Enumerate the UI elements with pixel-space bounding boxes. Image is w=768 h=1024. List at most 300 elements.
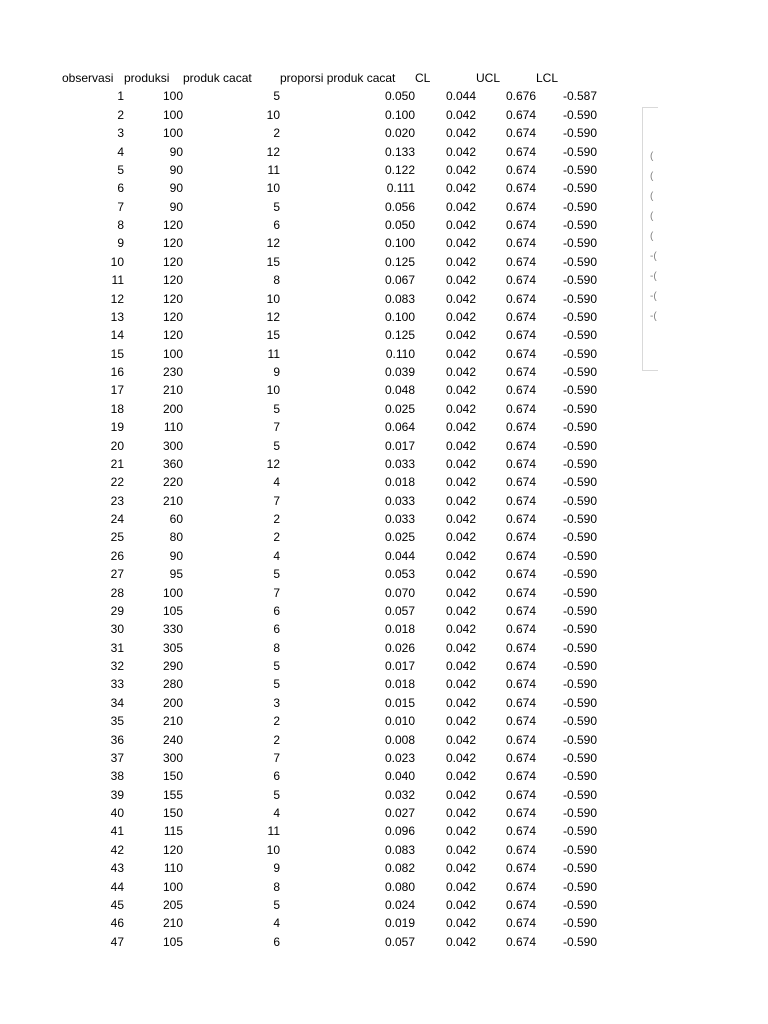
cell-cl: 0.042 bbox=[445, 897, 476, 912]
cell-produksi: 205 bbox=[162, 897, 183, 912]
cell-produk-cacat: 2 bbox=[273, 512, 280, 526]
cell-cl: 0.042 bbox=[445, 677, 476, 692]
cell-proporsi: 0.026 bbox=[384, 640, 415, 655]
cell-lcl: -0.590 bbox=[562, 107, 597, 122]
cell-produk-cacat: 4 bbox=[273, 806, 280, 820]
cell-proporsi: 0.100 bbox=[384, 107, 415, 122]
cell-observasi: 3 bbox=[117, 126, 124, 141]
cell-observasi: 43 bbox=[110, 861, 124, 876]
cell-proporsi: 0.044 bbox=[384, 548, 415, 563]
cell-lcl: -0.590 bbox=[562, 806, 597, 820]
cell-observasi: 10 bbox=[110, 254, 124, 269]
cell-cl: 0.042 bbox=[445, 603, 476, 618]
cell-produksi: 105 bbox=[162, 603, 183, 618]
cell-produksi: 90 bbox=[169, 548, 183, 563]
cell-lcl: -0.587 bbox=[562, 89, 597, 104]
cell-lcl: -0.590 bbox=[562, 254, 597, 269]
cell-ucl: 0.674 bbox=[505, 530, 536, 545]
cell-ucl: 0.674 bbox=[505, 126, 536, 141]
table-row bbox=[62, 822, 597, 840]
cell-lcl: -0.590 bbox=[562, 897, 597, 912]
cell-cl: 0.042 bbox=[445, 456, 476, 471]
cell-ucl: 0.674 bbox=[505, 144, 536, 159]
cell-cl: 0.042 bbox=[445, 346, 476, 361]
cell-lcl: -0.590 bbox=[562, 622, 597, 637]
cell-observasi: 13 bbox=[110, 309, 124, 324]
cell-cl: 0.042 bbox=[445, 365, 476, 379]
table-row bbox=[62, 620, 597, 638]
cell-ucl: 0.674 bbox=[505, 401, 536, 416]
cell-lcl: -0.590 bbox=[562, 585, 597, 600]
header-produk-cacat: produk cacat bbox=[183, 71, 252, 85]
cell-lcl: -0.590 bbox=[562, 732, 597, 747]
cell-lcl: -0.590 bbox=[562, 714, 597, 729]
cell-proporsi: 0.018 bbox=[384, 475, 415, 490]
cell-ucl: 0.674 bbox=[505, 456, 536, 471]
cell-observasi: 14 bbox=[110, 328, 124, 343]
cell-proporsi: 0.017 bbox=[384, 659, 415, 673]
cell-proporsi: 0.057 bbox=[384, 603, 415, 618]
table-row bbox=[62, 804, 597, 822]
cell-cl: 0.042 bbox=[445, 493, 476, 508]
cell-ucl: 0.674 bbox=[505, 677, 536, 692]
cell-proporsi: 0.125 bbox=[384, 254, 415, 269]
cell-produk-cacat: 5 bbox=[273, 199, 280, 214]
cell-ucl: 0.674 bbox=[505, 512, 536, 526]
cell-ucl: 0.674 bbox=[505, 254, 536, 269]
cell-proporsi: 0.033 bbox=[384, 493, 415, 508]
cell-produk-cacat: 5 bbox=[273, 787, 280, 802]
cell-proporsi: 0.082 bbox=[384, 861, 415, 876]
cell-lcl: -0.590 bbox=[562, 695, 597, 710]
table-row bbox=[62, 859, 597, 877]
cell-lcl: -0.590 bbox=[562, 162, 597, 177]
cell-produk-cacat: 5 bbox=[273, 401, 280, 416]
cell-cl: 0.042 bbox=[445, 787, 476, 802]
cell-ucl: 0.674 bbox=[505, 365, 536, 379]
cell-produksi: 120 bbox=[162, 236, 183, 251]
cell-produk-cacat: 8 bbox=[273, 273, 280, 288]
cell-produk-cacat: 7 bbox=[273, 493, 280, 508]
table-row bbox=[62, 712, 597, 730]
cell-observasi: 41 bbox=[110, 824, 124, 839]
cell-observasi: 2 bbox=[117, 107, 124, 122]
table-row bbox=[62, 528, 597, 546]
cell-cl: 0.042 bbox=[445, 879, 476, 894]
cell-ucl: 0.676 bbox=[505, 89, 536, 104]
cell-ucl: 0.674 bbox=[505, 199, 536, 214]
cell-produksi: 80 bbox=[169, 530, 183, 545]
cell-observasi: 44 bbox=[110, 879, 124, 894]
cell-ucl: 0.674 bbox=[505, 916, 536, 931]
cell-produksi: 220 bbox=[162, 475, 183, 490]
cell-produk-cacat: 12 bbox=[266, 144, 280, 159]
table-row bbox=[62, 492, 597, 510]
cell-produksi: 100 bbox=[162, 126, 183, 141]
cell-proporsi: 0.033 bbox=[384, 456, 415, 471]
table-row bbox=[62, 841, 597, 859]
cell-cl: 0.042 bbox=[445, 934, 476, 949]
cell-produksi: 280 bbox=[162, 677, 183, 692]
cell-cl: 0.042 bbox=[445, 695, 476, 710]
cell-produk-cacat: 15 bbox=[266, 328, 280, 343]
cell-produk-cacat: 8 bbox=[273, 640, 280, 655]
cell-cl: 0.042 bbox=[445, 806, 476, 820]
table-row bbox=[62, 437, 597, 455]
cell-proporsi: 0.015 bbox=[384, 695, 415, 710]
header-row bbox=[62, 69, 597, 87]
chart-tick-label: -( bbox=[650, 291, 657, 302]
cell-observasi: 19 bbox=[110, 420, 124, 435]
cell-proporsi: 0.100 bbox=[384, 236, 415, 251]
table-row bbox=[62, 363, 597, 381]
cell-lcl: -0.590 bbox=[562, 218, 597, 232]
cell-cl: 0.042 bbox=[445, 162, 476, 177]
table-row bbox=[62, 326, 597, 344]
table-row bbox=[62, 584, 597, 602]
cell-produk-cacat: 6 bbox=[273, 622, 280, 637]
cell-produksi: 300 bbox=[162, 438, 183, 453]
cell-produksi: 120 bbox=[162, 273, 183, 288]
table-row bbox=[62, 400, 597, 418]
cell-proporsi: 0.122 bbox=[384, 162, 415, 177]
cell-produksi: 60 bbox=[169, 512, 183, 526]
cell-cl: 0.042 bbox=[445, 107, 476, 122]
cell-lcl: -0.590 bbox=[562, 309, 597, 324]
cell-proporsi: 0.125 bbox=[384, 328, 415, 343]
table-row bbox=[62, 675, 597, 693]
cell-ucl: 0.674 bbox=[505, 787, 536, 802]
table-row bbox=[62, 896, 597, 914]
cell-proporsi: 0.050 bbox=[384, 89, 415, 104]
table-row bbox=[62, 179, 597, 197]
cell-cl: 0.042 bbox=[445, 328, 476, 343]
table-row bbox=[62, 639, 597, 657]
cell-observasi: 5 bbox=[117, 162, 124, 177]
cell-ucl: 0.674 bbox=[505, 273, 536, 288]
cell-lcl: -0.590 bbox=[562, 824, 597, 839]
cell-cl: 0.042 bbox=[445, 842, 476, 857]
cell-proporsi: 0.050 bbox=[384, 218, 415, 232]
table-row bbox=[62, 565, 597, 583]
cell-produksi: 150 bbox=[162, 806, 183, 820]
cell-observasi: 28 bbox=[110, 585, 124, 600]
cell-produksi: 105 bbox=[162, 934, 183, 949]
cell-ucl: 0.674 bbox=[505, 806, 536, 820]
cell-lcl: -0.590 bbox=[562, 236, 597, 251]
cell-produk-cacat: 5 bbox=[273, 567, 280, 582]
cell-produksi: 120 bbox=[162, 309, 183, 324]
cell-cl: 0.042 bbox=[445, 254, 476, 269]
cell-cl: 0.042 bbox=[445, 750, 476, 765]
cell-ucl: 0.674 bbox=[505, 695, 536, 710]
cell-observasi: 42 bbox=[110, 842, 124, 857]
cell-produksi: 120 bbox=[162, 842, 183, 857]
cell-observasi: 26 bbox=[110, 548, 124, 563]
table-row bbox=[62, 786, 597, 804]
cell-produk-cacat: 7 bbox=[273, 420, 280, 435]
cell-produksi: 100 bbox=[162, 89, 183, 104]
cell-produk-cacat: 2 bbox=[273, 732, 280, 747]
table-row bbox=[62, 749, 597, 767]
cell-proporsi: 0.040 bbox=[384, 769, 415, 784]
cell-observasi: 12 bbox=[110, 291, 124, 306]
table-row bbox=[62, 473, 597, 491]
cell-produk-cacat: 7 bbox=[273, 585, 280, 600]
cell-produk-cacat: 12 bbox=[266, 236, 280, 251]
cell-ucl: 0.674 bbox=[505, 236, 536, 251]
chart-tick-label: -( bbox=[650, 271, 657, 282]
cell-observasi: 29 bbox=[110, 603, 124, 618]
cell-produksi: 360 bbox=[162, 456, 183, 471]
cell-produk-cacat: 5 bbox=[273, 659, 280, 673]
cell-produksi: 120 bbox=[162, 328, 183, 343]
cell-cl: 0.042 bbox=[445, 273, 476, 288]
table-row bbox=[62, 694, 597, 712]
cell-proporsi: 0.100 bbox=[384, 309, 415, 324]
cell-ucl: 0.674 bbox=[505, 640, 536, 655]
cell-observasi: 18 bbox=[110, 401, 124, 416]
cell-cl: 0.042 bbox=[445, 199, 476, 214]
cell-observasi: 24 bbox=[110, 512, 124, 526]
cell-proporsi: 0.027 bbox=[384, 806, 415, 820]
cell-observasi: 8 bbox=[117, 218, 124, 232]
cell-produksi: 90 bbox=[169, 162, 183, 177]
cell-proporsi: 0.083 bbox=[384, 842, 415, 857]
chart-tick-label: ( bbox=[650, 171, 654, 182]
cell-proporsi: 0.053 bbox=[384, 567, 415, 582]
cell-ucl: 0.674 bbox=[505, 897, 536, 912]
cell-observasi: 46 bbox=[110, 916, 124, 931]
chart-tick-label: ( bbox=[650, 211, 654, 222]
table-row bbox=[62, 878, 597, 896]
cell-lcl: -0.590 bbox=[562, 861, 597, 876]
cell-lcl: -0.590 bbox=[562, 438, 597, 453]
cell-cl: 0.042 bbox=[445, 659, 476, 673]
cell-proporsi: 0.032 bbox=[384, 787, 415, 802]
cell-produk-cacat: 8 bbox=[273, 879, 280, 894]
cell-produksi: 120 bbox=[162, 218, 183, 232]
cell-proporsi: 0.083 bbox=[384, 291, 415, 306]
cell-observasi: 17 bbox=[110, 383, 124, 398]
cell-lcl: -0.590 bbox=[562, 842, 597, 857]
cell-produksi: 230 bbox=[162, 365, 183, 379]
cell-cl: 0.042 bbox=[445, 567, 476, 582]
table-body bbox=[62, 87, 597, 951]
table-row bbox=[62, 216, 597, 234]
cell-produksi: 90 bbox=[169, 181, 183, 196]
cell-produksi: 200 bbox=[162, 695, 183, 710]
cell-lcl: -0.590 bbox=[562, 787, 597, 802]
cell-produk-cacat: 9 bbox=[273, 861, 280, 876]
control-chart-table bbox=[62, 69, 597, 951]
cell-produksi: 305 bbox=[162, 640, 183, 655]
cell-produksi: 100 bbox=[162, 107, 183, 122]
cell-cl: 0.042 bbox=[445, 530, 476, 545]
cell-produk-cacat: 9 bbox=[273, 365, 280, 379]
cell-produk-cacat: 10 bbox=[266, 842, 280, 857]
cell-observasi: 34 bbox=[110, 695, 124, 710]
cell-produksi: 240 bbox=[162, 732, 183, 747]
table-row bbox=[62, 198, 597, 216]
cell-proporsi: 0.096 bbox=[384, 824, 415, 839]
table-row bbox=[62, 253, 597, 271]
cell-ucl: 0.674 bbox=[505, 475, 536, 490]
cell-observasi: 31 bbox=[110, 640, 124, 655]
cell-cl: 0.042 bbox=[445, 236, 476, 251]
cell-proporsi: 0.025 bbox=[384, 401, 415, 416]
cell-observasi: 15 bbox=[110, 346, 124, 361]
cell-proporsi: 0.025 bbox=[384, 530, 415, 545]
cell-produk-cacat: 11 bbox=[267, 824, 280, 839]
cell-cl: 0.042 bbox=[445, 732, 476, 747]
table-row bbox=[62, 602, 597, 620]
table-row bbox=[62, 106, 597, 124]
cell-produk-cacat: 7 bbox=[273, 750, 280, 765]
cell-cl: 0.042 bbox=[445, 144, 476, 159]
cell-observasi: 20 bbox=[110, 438, 124, 453]
cell-ucl: 0.674 bbox=[505, 493, 536, 508]
cell-ucl: 0.674 bbox=[505, 548, 536, 563]
cell-ucl: 0.674 bbox=[505, 879, 536, 894]
cell-produksi: 100 bbox=[162, 346, 183, 361]
cell-produksi: 210 bbox=[162, 383, 183, 398]
cell-lcl: -0.590 bbox=[562, 420, 597, 435]
cell-lcl: -0.590 bbox=[562, 879, 597, 894]
cell-lcl: -0.590 bbox=[562, 365, 597, 379]
cell-proporsi: 0.048 bbox=[384, 383, 415, 398]
cell-proporsi: 0.039 bbox=[384, 365, 415, 379]
cell-cl: 0.042 bbox=[445, 548, 476, 563]
cell-ucl: 0.674 bbox=[505, 181, 536, 196]
cell-produksi: 120 bbox=[162, 291, 183, 306]
cell-observasi: 33 bbox=[110, 677, 124, 692]
cell-lcl: -0.590 bbox=[562, 916, 597, 931]
cell-proporsi: 0.018 bbox=[384, 622, 415, 637]
cell-produksi: 155 bbox=[162, 787, 183, 802]
cell-observasi: 7 bbox=[117, 199, 124, 214]
cell-ucl: 0.674 bbox=[505, 842, 536, 857]
cell-observasi: 32 bbox=[110, 659, 124, 673]
cell-lcl: -0.590 bbox=[562, 530, 597, 545]
cell-lcl: -0.590 bbox=[562, 181, 597, 196]
table-row bbox=[62, 290, 597, 308]
cell-cl: 0.042 bbox=[445, 824, 476, 839]
cell-produk-cacat: 10 bbox=[266, 383, 280, 398]
table-row bbox=[62, 345, 597, 363]
cell-ucl: 0.674 bbox=[505, 420, 536, 435]
cell-produk-cacat: 3 bbox=[273, 695, 280, 710]
cell-observasi: 22 bbox=[110, 475, 124, 490]
cell-produk-cacat: 4 bbox=[273, 916, 280, 931]
cell-ucl: 0.674 bbox=[505, 659, 536, 673]
cell-lcl: -0.590 bbox=[562, 769, 597, 784]
cell-produksi: 210 bbox=[162, 714, 183, 729]
cell-cl: 0.042 bbox=[445, 714, 476, 729]
cell-observasi: 9 bbox=[117, 236, 124, 251]
table-row bbox=[62, 914, 597, 932]
cell-observasi: 35 bbox=[110, 714, 124, 729]
cell-observasi: 1 bbox=[117, 89, 124, 104]
cell-proporsi: 0.064 bbox=[384, 420, 415, 435]
cell-observasi: 23 bbox=[110, 493, 124, 508]
header-observasi: observasi bbox=[62, 71, 114, 85]
cell-produk-cacat: 5 bbox=[273, 897, 280, 912]
cell-observasi: 36 bbox=[110, 732, 124, 747]
cell-proporsi: 0.133 bbox=[384, 144, 415, 159]
cell-ucl: 0.674 bbox=[505, 861, 536, 876]
cell-proporsi: 0.024 bbox=[384, 897, 415, 912]
cell-produksi: 330 bbox=[162, 622, 183, 637]
cell-produk-cacat: 2 bbox=[273, 126, 280, 141]
cell-observasi: 27 bbox=[110, 567, 124, 582]
cell-produk-cacat: 10 bbox=[266, 107, 280, 122]
cell-produk-cacat: 12 bbox=[266, 456, 280, 471]
cell-cl: 0.042 bbox=[445, 309, 476, 324]
cell-lcl: -0.590 bbox=[562, 199, 597, 214]
table-row bbox=[62, 234, 597, 252]
cell-cl: 0.042 bbox=[445, 401, 476, 416]
header-cl: CL bbox=[415, 71, 431, 85]
cell-lcl: -0.590 bbox=[562, 456, 597, 471]
table-row bbox=[62, 308, 597, 326]
chart-tick-label: ( bbox=[650, 231, 654, 242]
cell-lcl: -0.590 bbox=[562, 328, 597, 343]
cell-cl: 0.042 bbox=[445, 622, 476, 637]
cell-observasi: 25 bbox=[110, 530, 124, 545]
cell-observasi: 45 bbox=[110, 897, 124, 912]
cell-proporsi: 0.070 bbox=[384, 585, 415, 600]
cell-ucl: 0.674 bbox=[505, 585, 536, 600]
header-lcl: LCL bbox=[536, 71, 559, 85]
cell-cl: 0.042 bbox=[445, 291, 476, 306]
cell-ucl: 0.674 bbox=[505, 309, 536, 324]
cell-lcl: -0.590 bbox=[562, 659, 597, 673]
table-row bbox=[62, 767, 597, 785]
table-row bbox=[62, 124, 597, 142]
cell-lcl: -0.590 bbox=[562, 567, 597, 582]
cell-observasi: 37 bbox=[110, 750, 124, 765]
cell-cl: 0.042 bbox=[445, 512, 476, 526]
cell-produksi: 90 bbox=[169, 144, 183, 159]
header-proporsi: proporsi produk cacat bbox=[280, 71, 396, 85]
cell-produk-cacat: 6 bbox=[273, 934, 280, 949]
cell-cl: 0.042 bbox=[445, 640, 476, 655]
cell-ucl: 0.674 bbox=[505, 438, 536, 453]
cell-cl: 0.042 bbox=[445, 585, 476, 600]
cell-produk-cacat: 6 bbox=[273, 603, 280, 618]
cell-lcl: -0.590 bbox=[562, 273, 597, 288]
cell-observasi: 40 bbox=[110, 806, 124, 820]
cell-produksi: 110 bbox=[163, 420, 183, 435]
cell-observasi: 4 bbox=[117, 144, 124, 159]
cell-ucl: 0.674 bbox=[505, 732, 536, 747]
cell-produksi: 95 bbox=[169, 567, 183, 582]
cell-lcl: -0.590 bbox=[562, 346, 597, 361]
cell-produk-cacat: 10 bbox=[266, 181, 280, 196]
cell-lcl: -0.590 bbox=[562, 475, 597, 490]
cell-cl: 0.042 bbox=[445, 218, 476, 232]
cell-produksi: 100 bbox=[162, 879, 183, 894]
cell-produk-cacat: 2 bbox=[273, 530, 280, 545]
cell-lcl: -0.590 bbox=[562, 677, 597, 692]
cell-cl: 0.042 bbox=[445, 420, 476, 435]
cell-ucl: 0.674 bbox=[505, 622, 536, 637]
cell-produk-cacat: 10 bbox=[266, 291, 280, 306]
cell-lcl: -0.590 bbox=[562, 934, 597, 949]
cell-produk-cacat: 5 bbox=[273, 677, 280, 692]
cell-observasi: 21 bbox=[110, 456, 124, 471]
